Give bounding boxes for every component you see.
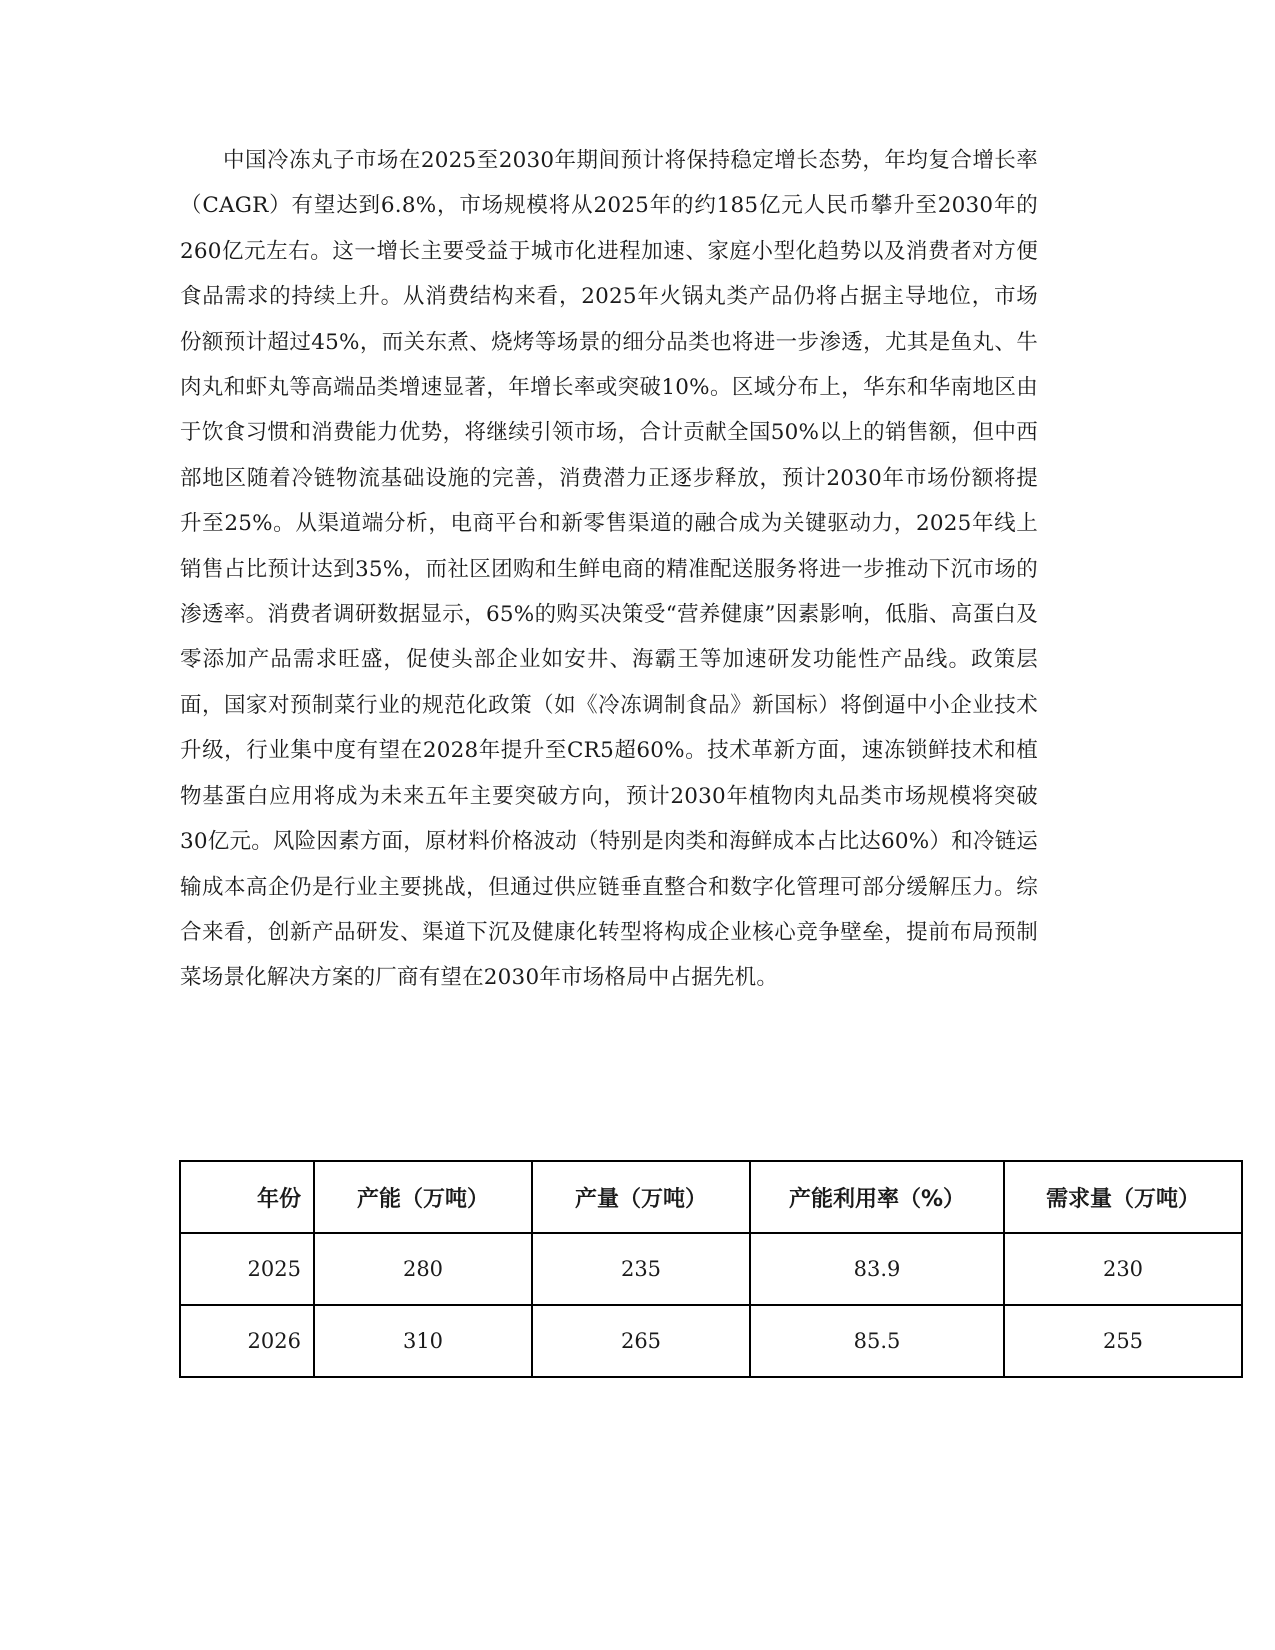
table-row (180, 1233, 1242, 1305)
table-row (180, 1305, 1242, 1377)
capacity-demand-table (179, 1160, 1243, 1378)
table-header-row (180, 1161, 1242, 1233)
header-demand: 需求量（万吨） (1004, 1161, 1242, 1233)
cell-utilization: 83.9 (750, 1233, 1004, 1305)
cell-output: 235 (532, 1233, 750, 1305)
cell-utilization: 85.5 (750, 1305, 1004, 1377)
body-paragraph: 中国冷冻丸子市场在2025至2030年期间预计将保持稳定增长态势，年均复合增长率（CAGR）有望达到6.8%，市场规模将从2025年的约185亿元人民币攀升至2030年的260亿元左右。这一增长主要受益于城市化进程加速、家庭小型化趋势以及消费者对方便食品需求的持续上升。从消费结构来看，2025年火锅丸类产品仍将占据主导地位，市场份额预计超过45%，而关东煮、烧烤等场景的细分品类也将进一步渗透，尤其是鱼丸、牛肉丸和虾丸等高端品类增速显著，年增长率或突破10%。区域分布上，华东和华南地区由于饮食习惯和消费能力优势，将继续引领市场，合计贡献全国50%以上的销售额，但中西部地区随着冷链物流基础设施的完善，消费潜力正逐步释放，预计2030年市场份额将提升至25%。从渠道端分析，电商平台和新零售渠道的融合成为关键驱动力，2025年线上销售占比预计达到35%，而社区团购和生鲜电商的精准配送服务将进一步推动下沉市场的渗透率。消费者调研数据显示，65%的购买决策受“营养健康”因素影响，低脂、高蛋白及零添加产品需求旺盛，促使头部企业如安井、海霸王等加速研发功能性产品线。政策层面，国家对预制菜行业的规范化政策（如《冷冻调制食品》新国标）将倒逼中小企业技术升级，行业集中度有望在2028年提升至CR5超60%。技术革新方面，速冻锁鲜技术和植物基蛋白应用将成为未来五年主要突破方向，预计2030年植物肉丸品类市场规模将突破30亿元。风险因素方面，原材料价格波动（特别是肉类和海鲜成本占比达60%）和冷链运输成本高企仍是行业主要挑战，但通过供应链垂直整合和数字化管理可部分缓解压力。综合来看，创新产品研发、渠道下沉及健康化转型将构成企业核心竞争壁垒，提前布局预制菜场景化解决方案的厂商有望在2030年市场格局中占据先机。 (180, 148, 1038, 991)
cell-demand: 230 (1004, 1233, 1242, 1305)
cell-year: 2025 (180, 1233, 314, 1305)
header-capacity: 产能（万吨） (314, 1161, 532, 1233)
cell-capacity: 310 (314, 1305, 532, 1377)
header-utilization: 产能利用率（%） (750, 1161, 1004, 1233)
cell-year: 2026 (180, 1305, 314, 1377)
cell-demand: 255 (1004, 1305, 1242, 1377)
header-output: 产量（万吨） (532, 1161, 750, 1233)
cell-output: 265 (532, 1305, 750, 1377)
cell-capacity: 280 (314, 1233, 532, 1305)
header-year: 年份 (180, 1161, 314, 1233)
